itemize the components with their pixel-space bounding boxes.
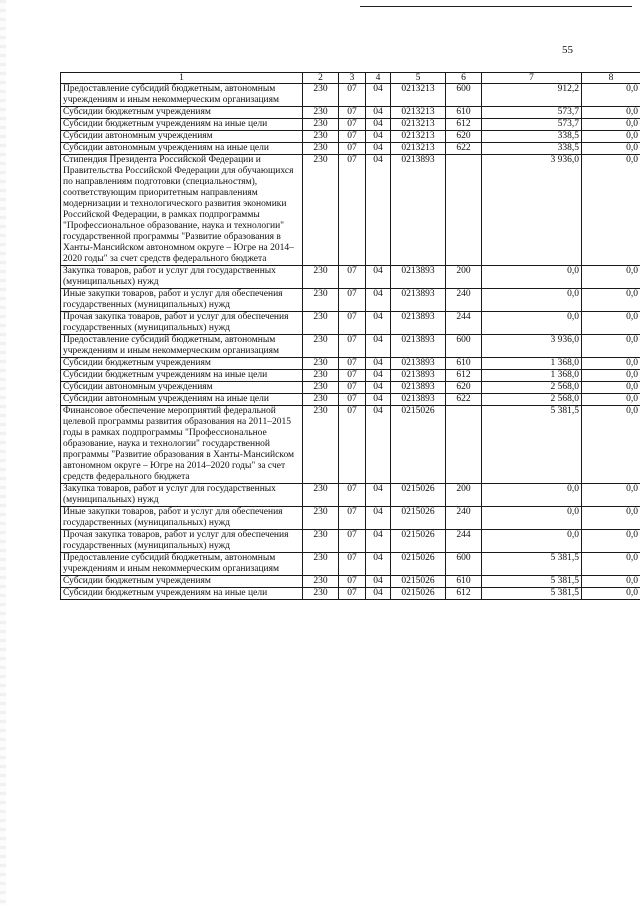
table-row (61, 312, 640, 335)
table-row (61, 289, 640, 312)
row-sum-next-cell: 0,0 (582, 507, 640, 530)
table-row (61, 84, 640, 107)
row-section-cell: 07 (339, 484, 366, 507)
row-name-cell: Предоставление субсидий бюджетным, автономным учреждениям и иным некоммерческим организациям (61, 335, 303, 358)
row-code-cell: 230 (303, 484, 339, 507)
row-section-cell: 07 (339, 107, 366, 119)
row-section-cell: 07 (339, 553, 366, 576)
row-target-cell: 0215026 (391, 406, 446, 484)
row-code-cell: 230 (303, 358, 339, 370)
row-subsection-cell: 04 (366, 370, 391, 382)
row-sum-cell: 0,0 (482, 312, 582, 335)
row-expense-type-cell (446, 155, 482, 266)
row-target-cell: 0215026 (391, 553, 446, 576)
row-expense-type-cell: 200 (446, 484, 482, 507)
row-subsection-cell: 04 (366, 266, 391, 289)
row-code-cell: 230 (303, 289, 339, 312)
row-sum-next-cell: 0,0 (582, 370, 640, 382)
top-rule (360, 6, 632, 7)
row-target-cell: 0215026 (391, 484, 446, 507)
row-target-cell: 0213213 (391, 119, 446, 131)
row-name-cell: Закупка товаров, работ и услуг для государственных (муниципальных) нужд (61, 266, 303, 289)
row-expense-type-cell: 240 (446, 507, 482, 530)
row-section-cell: 07 (339, 382, 366, 394)
row-subsection-cell: 04 (366, 394, 391, 406)
table-row (61, 588, 640, 600)
row-expense-type-cell (446, 406, 482, 484)
row-section-cell: 07 (339, 507, 366, 530)
row-target-cell: 0213893 (391, 312, 446, 335)
row-expense-type-cell: 620 (446, 382, 482, 394)
row-name-cell: Прочая закупка товаров, работ и услуг для обеспечения государственных (муниципальных) нужд (61, 312, 303, 335)
row-sum-cell: 0,0 (482, 289, 582, 312)
row-target-cell: 0213213 (391, 107, 446, 119)
table-row (61, 155, 640, 266)
row-subsection-cell: 04 (366, 406, 391, 484)
row-sum-next-cell: 0,0 (582, 406, 640, 484)
row-name-cell: Стипендия Президента Российской Федерации и Правительства Российской Федерации для обучающихся по направлениям подготовки (специальностям), соответствующим приоритетным направлениям модернизации и технологического развития экономики Российской Федерации, в рамках подпрограммы "Профессиональное образование, наука и технологии" государственной программы "Развитие образования в Ханты-Мансийском автономном округе – Югре на 2014–2020 годы" за счет средств федерального бюджета (61, 155, 303, 266)
row-sum-next-cell: 0,0 (582, 312, 640, 335)
row-section-cell: 07 (339, 576, 366, 588)
header-cell: 7 (482, 73, 582, 84)
table-row (61, 382, 640, 394)
row-expense-type-cell: 600 (446, 84, 482, 107)
row-expense-type-cell: 622 (446, 394, 482, 406)
page-number: 55 (562, 44, 573, 56)
row-target-cell: 0213893 (391, 382, 446, 394)
row-sum-next-cell: 0,0 (582, 131, 640, 143)
row-subsection-cell: 04 (366, 289, 391, 312)
row-expense-type-cell: 600 (446, 335, 482, 358)
table-row (61, 406, 640, 484)
row-sum-cell: 3 936,0 (482, 155, 582, 266)
row-code-cell: 230 (303, 312, 339, 335)
row-subsection-cell: 04 (366, 155, 391, 266)
row-subsection-cell: 04 (366, 576, 391, 588)
row-target-cell: 0213893 (391, 266, 446, 289)
row-target-cell: 0213213 (391, 143, 446, 155)
row-subsection-cell: 04 (366, 84, 391, 107)
row-target-cell: 0215026 (391, 576, 446, 588)
row-subsection-cell: 04 (366, 335, 391, 358)
table-row (61, 119, 640, 131)
row-code-cell: 230 (303, 406, 339, 484)
row-code-cell: 230 (303, 119, 339, 131)
row-code-cell: 230 (303, 335, 339, 358)
row-name-cell: Субсидии автономным учреждениям на иные цели (61, 143, 303, 155)
row-code-cell: 230 (303, 370, 339, 382)
row-section-cell: 07 (339, 530, 366, 553)
row-code-cell: 230 (303, 394, 339, 406)
row-code-cell: 230 (303, 131, 339, 143)
row-code-cell: 230 (303, 107, 339, 119)
row-section-cell: 07 (339, 406, 366, 484)
row-subsection-cell: 04 (366, 588, 391, 600)
row-section-cell: 07 (339, 312, 366, 335)
row-sum-cell: 5 381,5 (482, 406, 582, 484)
row-target-cell: 0213893 (391, 370, 446, 382)
scan-edge-shadow (0, 0, 6, 905)
row-section-cell: 07 (339, 266, 366, 289)
row-expense-type-cell: 612 (446, 119, 482, 131)
row-sum-cell: 0,0 (482, 484, 582, 507)
row-expense-type-cell: 610 (446, 358, 482, 370)
row-code-cell: 230 (303, 553, 339, 576)
row-subsection-cell: 04 (366, 131, 391, 143)
row-sum-cell: 3 936,0 (482, 335, 582, 358)
header-cell: 1 (61, 73, 303, 84)
row-sum-cell: 1 368,0 (482, 358, 582, 370)
table-row (61, 370, 640, 382)
row-name-cell: Субсидии бюджетным учреждениям на иные цели (61, 370, 303, 382)
table-row (61, 107, 640, 119)
row-sum-next-cell: 0,0 (582, 155, 640, 266)
row-name-cell: Финансовое обеспечение мероприятий федеральной целевой программы развития образования на 2011–2015 годы в рамках подпрограммы "Профессиональное образование, наука и технологии" государственной программы "Развитие образования в Ханты-Мансийском автономном округе – Югре на 2014–2020 годы" за счет средств федерального бюджета (61, 406, 303, 484)
row-sum-cell: 5 381,5 (482, 576, 582, 588)
table-row (61, 507, 640, 530)
row-name-cell: Субсидии бюджетным учреждениям (61, 576, 303, 588)
row-sum-next-cell: 0,0 (582, 484, 640, 507)
row-expense-type-cell: 610 (446, 107, 482, 119)
row-target-cell: 0213213 (391, 84, 446, 107)
row-target-cell: 0213893 (391, 394, 446, 406)
table-row (61, 266, 640, 289)
row-sum-cell: 1 368,0 (482, 370, 582, 382)
row-sum-cell: 0,0 (482, 266, 582, 289)
row-sum-cell: 573,7 (482, 119, 582, 131)
table-row (61, 530, 640, 553)
row-sum-next-cell: 0,0 (582, 335, 640, 358)
header-cell: 5 (391, 73, 446, 84)
row-section-cell: 07 (339, 131, 366, 143)
row-sum-next-cell: 0,0 (582, 358, 640, 370)
table-row (61, 576, 640, 588)
row-expense-type-cell: 620 (446, 131, 482, 143)
row-section-cell: 07 (339, 370, 366, 382)
table-row (61, 484, 640, 507)
row-expense-type-cell: 600 (446, 553, 482, 576)
row-code-cell: 230 (303, 155, 339, 266)
row-code-cell: 230 (303, 576, 339, 588)
row-expense-type-cell: 612 (446, 370, 482, 382)
row-subsection-cell: 04 (366, 107, 391, 119)
row-section-cell: 07 (339, 119, 366, 131)
row-name-cell: Иные закупки товаров, работ и услуг для обеспечения государственных (муниципальных) нужд (61, 507, 303, 530)
row-name-cell: Предоставление субсидий бюджетным, автономным учреждениям и иным некоммерческим организациям (61, 84, 303, 107)
row-subsection-cell: 04 (366, 530, 391, 553)
row-sum-cell: 2 568,0 (482, 394, 582, 406)
row-subsection-cell: 04 (366, 553, 391, 576)
row-code-cell: 230 (303, 588, 339, 600)
row-subsection-cell: 04 (366, 382, 391, 394)
row-name-cell: Субсидии бюджетным учреждениям (61, 107, 303, 119)
row-sum-cell: 338,5 (482, 143, 582, 155)
row-target-cell: 0215026 (391, 507, 446, 530)
row-sum-next-cell: 0,0 (582, 394, 640, 406)
row-sum-next-cell: 0,0 (582, 107, 640, 119)
row-subsection-cell: 04 (366, 507, 391, 530)
row-code-cell: 230 (303, 382, 339, 394)
row-sum-next-cell: 0,0 (582, 119, 640, 131)
row-sum-cell: 912,2 (482, 84, 582, 107)
row-name-cell: Субсидии бюджетным учреждениям на иные цели (61, 588, 303, 600)
header-row (61, 73, 640, 84)
row-name-cell: Прочая закупка товаров, работ и услуг для обеспечения государственных (муниципальных) нужд (61, 530, 303, 553)
row-expense-type-cell: 612 (446, 588, 482, 600)
row-section-cell: 07 (339, 394, 366, 406)
header-cell: 3 (339, 73, 366, 84)
row-sum-next-cell: 0,0 (582, 576, 640, 588)
budget-table (60, 72, 640, 600)
row-code-cell: 230 (303, 507, 339, 530)
header-cell: 4 (366, 73, 391, 84)
row-sum-next-cell: 0,0 (582, 266, 640, 289)
row-code-cell: 230 (303, 84, 339, 107)
row-name-cell: Субсидии автономным учреждениям (61, 382, 303, 394)
row-name-cell: Предоставление субсидий бюджетным, автономным учреждениям и иным некоммерческим организациям (61, 553, 303, 576)
row-target-cell: 0213213 (391, 131, 446, 143)
row-name-cell: Субсидии бюджетным учреждениям на иные цели (61, 119, 303, 131)
row-section-cell: 07 (339, 155, 366, 266)
row-code-cell: 230 (303, 266, 339, 289)
header-cell: 6 (446, 73, 482, 84)
row-subsection-cell: 04 (366, 119, 391, 131)
row-section-cell: 07 (339, 84, 366, 107)
table-row (61, 143, 640, 155)
table-body (61, 84, 640, 600)
row-sum-next-cell: 0,0 (582, 530, 640, 553)
row-section-cell: 07 (339, 588, 366, 600)
row-sum-next-cell: 0,0 (582, 553, 640, 576)
row-target-cell: 0213893 (391, 335, 446, 358)
row-sum-next-cell: 0,0 (582, 588, 640, 600)
table-row (61, 553, 640, 576)
table-row (61, 131, 640, 143)
row-sum-cell: 0,0 (482, 530, 582, 553)
header-cell: 8 (582, 73, 640, 84)
row-expense-type-cell: 200 (446, 266, 482, 289)
row-section-cell: 07 (339, 358, 366, 370)
row-subsection-cell: 04 (366, 358, 391, 370)
row-target-cell: 0213893 (391, 155, 446, 266)
row-sum-cell: 573,7 (482, 107, 582, 119)
row-target-cell: 0215026 (391, 530, 446, 553)
row-code-cell: 230 (303, 143, 339, 155)
row-section-cell: 07 (339, 289, 366, 312)
row-name-cell: Субсидии автономным учреждениям (61, 131, 303, 143)
row-sum-cell: 0,0 (482, 507, 582, 530)
row-expense-type-cell: 622 (446, 143, 482, 155)
header-cell: 2 (303, 73, 339, 84)
row-name-cell: Иные закупки товаров, работ и услуг для обеспечения государственных (муниципальных) нужд (61, 289, 303, 312)
row-expense-type-cell: 240 (446, 289, 482, 312)
row-subsection-cell: 04 (366, 312, 391, 335)
row-name-cell: Субсидии автономным учреждениям на иные цели (61, 394, 303, 406)
table-row (61, 394, 640, 406)
row-name-cell: Закупка товаров, работ и услуг для государственных (муниципальных) нужд (61, 484, 303, 507)
row-expense-type-cell: 244 (446, 312, 482, 335)
row-sum-next-cell: 0,0 (582, 382, 640, 394)
table-row (61, 335, 640, 358)
row-sum-cell: 5 381,5 (482, 588, 582, 600)
row-sum-next-cell: 0,0 (582, 289, 640, 312)
row-subsection-cell: 04 (366, 143, 391, 155)
row-sum-cell: 338,5 (482, 131, 582, 143)
row-target-cell: 0213893 (391, 358, 446, 370)
row-subsection-cell: 04 (366, 484, 391, 507)
row-expense-type-cell: 244 (446, 530, 482, 553)
row-sum-next-cell: 0,0 (582, 143, 640, 155)
row-sum-cell: 2 568,0 (482, 382, 582, 394)
row-target-cell: 0213893 (391, 289, 446, 312)
row-expense-type-cell: 610 (446, 576, 482, 588)
row-section-cell: 07 (339, 335, 366, 358)
table-row (61, 358, 640, 370)
row-sum-cell: 5 381,5 (482, 553, 582, 576)
row-name-cell: Субсидии бюджетным учреждениям (61, 358, 303, 370)
row-section-cell: 07 (339, 143, 366, 155)
row-sum-next-cell: 0,0 (582, 84, 640, 107)
row-target-cell: 0215026 (391, 588, 446, 600)
row-code-cell: 230 (303, 530, 339, 553)
